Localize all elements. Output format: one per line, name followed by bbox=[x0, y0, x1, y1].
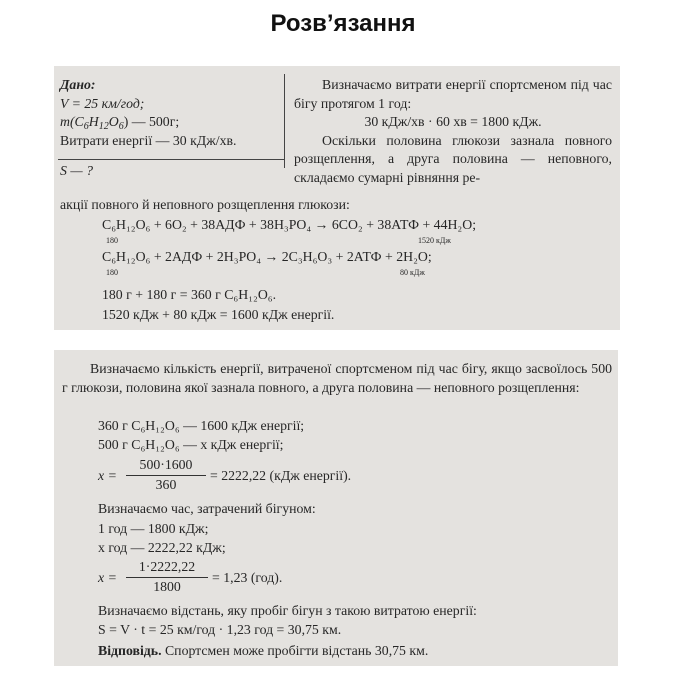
sum-mass: 180 г + 180 г = 360 г C₆H₁₂O₆. bbox=[102, 287, 277, 302]
eq1-mass-label: 180 bbox=[106, 236, 118, 245]
answer-text: Спортсмен може пробігти відстань 30,75 км. bbox=[161, 643, 429, 658]
equation-partial-oxidation: C₆H₁₂O₆ + 2АДФ + 2H₃PO₄ → 2C₃H₆O₃ + 2АТФ + 2H₂O; bbox=[102, 249, 432, 264]
given-divider-horizontal bbox=[58, 159, 284, 160]
given-divider-vertical bbox=[284, 74, 285, 168]
distance-calc: S = V · t = 25 км/год · 1,23 год = 30,75 км. bbox=[98, 622, 342, 637]
paragraph-energy-amount: Визначаємо кількість енергії, витраченої спортсменом під час бігу, якщо засвоїлось 500 г глюкози, половина якої зазнала повного, а друга половина — неповного розщеплення: bbox=[62, 361, 612, 395]
eq1-energy-label: 1520 кДж bbox=[418, 236, 451, 245]
paragraph-reaction-intro: акції повного й неповного розщеплення глюкози: bbox=[60, 197, 350, 212]
x1-denominator: 360 bbox=[155, 476, 177, 492]
eq2-mass-label: 180 bbox=[106, 268, 118, 277]
equation-full-oxidation: C₆H₁₂O₆ + 6O₂ + 38АДФ + 38H₃PO₄ → 6CO₂ + 38АТФ + 44H₂O; bbox=[102, 217, 477, 232]
time-proportion-1: 1 год — 1800 кДж; bbox=[98, 521, 209, 536]
x1-numerator: 500·1600 bbox=[126, 456, 206, 476]
solution-scan-part-2 bbox=[54, 350, 618, 666]
given-glucose-mass: $m(C_6H_{12}O_6)$ — 500г; bbox=[60, 114, 180, 132]
time-proportion-2: x год — 2222,22 кДж; bbox=[98, 540, 226, 555]
sum-energy: 1520 кДж + 80 кДж = 1600 кДж енергії. bbox=[102, 307, 335, 322]
proportion-line-2: 500 г C₆H₁₂O₆ — x кДж енергії; bbox=[98, 437, 284, 452]
x2-lhs: x = bbox=[98, 570, 117, 585]
x1-result: = 2222,22 (кДж енергії). bbox=[210, 468, 352, 483]
proportion-line-1: 360 г C₆H₁₂O₆ — 1600 кДж енергії; bbox=[98, 418, 305, 433]
find-unknown: S — ? bbox=[60, 163, 93, 178]
paragraph-time: Визначаємо час, затрачений бігуном: bbox=[98, 501, 316, 516]
calc-energy-per-hour: 30 кДж/хв · 60 хв = 1800 кДж. bbox=[364, 114, 542, 129]
answer bbox=[98, 642, 428, 661]
given-energy-rate: Витрати енергії — 30 кДж/хв. bbox=[60, 132, 237, 148]
x1-fraction bbox=[126, 456, 206, 494]
eq2-energy-label: 80 кДж bbox=[400, 268, 425, 277]
answer-label: Відповідь. bbox=[98, 643, 162, 658]
x2-result: = 1,23 (год). bbox=[212, 570, 283, 585]
x1-lhs: x = bbox=[98, 468, 117, 483]
x2-fraction bbox=[126, 558, 208, 596]
solution-intro bbox=[294, 76, 612, 187]
given-speed: V = 25 км/год; bbox=[60, 95, 145, 111]
given-heading: Дано: bbox=[60, 77, 96, 92]
x2-denominator: 1800 bbox=[153, 578, 181, 594]
paragraph-distance: Визначаємо відстань, яку пробіг бігун з такою витратою енергії: bbox=[98, 603, 477, 618]
x2-numerator: 1·2222,22 bbox=[126, 558, 208, 578]
paragraph-half-glucose: Оскільки половина глюкози зазнала повного розщеплення, а друга половина — неповного, складаємо сумарні рівняння ре- bbox=[294, 132, 612, 185]
page-title: Розв’язання bbox=[270, 10, 416, 37]
solution-scan-part-1 bbox=[54, 66, 620, 330]
paragraph-energy-per-hour: Визначаємо витрати енергії спортсменом під час бігу протягом 1 год: bbox=[294, 77, 612, 111]
given-section bbox=[60, 76, 286, 150]
